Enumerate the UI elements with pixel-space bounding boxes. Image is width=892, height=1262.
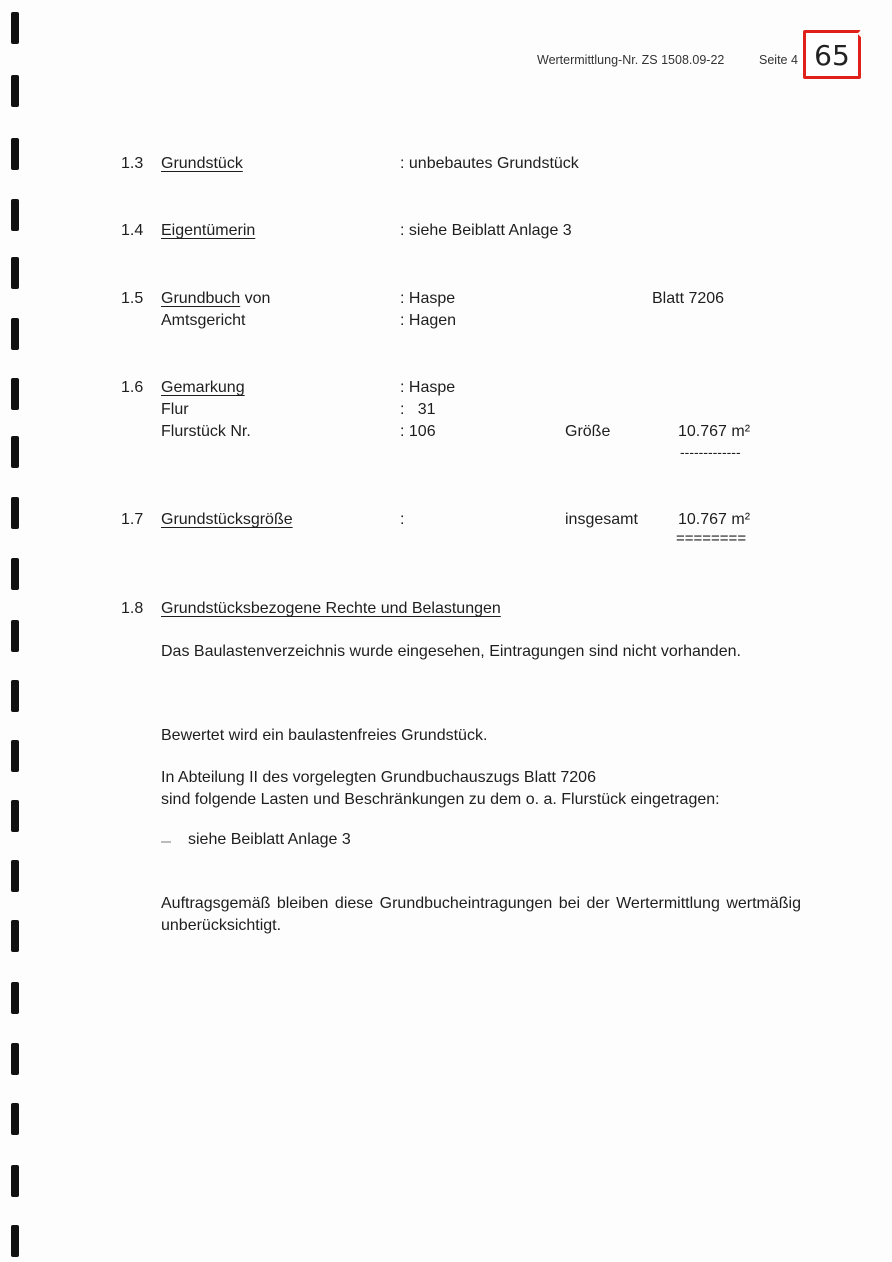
binding-mark xyxy=(11,1103,19,1135)
header-page-number: Seite 4 xyxy=(759,53,798,67)
section-label-grundbuch xyxy=(161,289,270,309)
binding-mark xyxy=(11,75,19,107)
flur-value: : 31 xyxy=(400,401,436,418)
amtsgericht-label: Amtsgericht xyxy=(161,312,246,329)
page-badge-number: 65 xyxy=(814,39,850,72)
binding-mark xyxy=(11,860,19,892)
paragraph-abteilung-line2: sind folgende Lasten und Beschränkungen zu dem o. a. Flurstück eingetragen: xyxy=(161,791,720,808)
section-value: : unbebautes Grundstück xyxy=(400,155,579,172)
binding-strip xyxy=(11,0,25,1262)
section-number: 1.8 xyxy=(121,600,144,617)
section-number: 1.4 xyxy=(121,222,144,239)
section-label-gemarkung: Gemarkung xyxy=(161,379,245,396)
grundbuch-label: Grundbuch xyxy=(161,290,241,307)
binding-mark xyxy=(11,620,19,652)
binding-mark xyxy=(11,800,19,832)
binding-mark xyxy=(11,740,19,772)
groesse-value: 10.767 m² xyxy=(678,423,751,440)
paragraph-bewertet: Bewertet wird ein baulastenfreies Grundstück. xyxy=(161,727,488,744)
insgesamt-value: 10.767 m² xyxy=(678,511,751,528)
section-value: : Haspe xyxy=(400,379,456,396)
section-label-grundstuecksgroesse: Grundstücksgröße xyxy=(161,511,293,528)
binding-mark xyxy=(11,257,19,289)
binding-mark xyxy=(11,318,19,350)
binding-mark xyxy=(11,1165,19,1197)
paragraph-abteilung-line1: In Abteilung II des vorgelegten Grundbuchauszugs Blatt 7206 xyxy=(161,769,596,786)
binding-mark xyxy=(11,436,19,468)
total-double-line: ======== xyxy=(676,530,747,547)
section-value: : Haspe xyxy=(400,290,456,307)
section-label-rechte-belastungen: Grundstücksbezogene Rechte und Belastungen xyxy=(161,600,501,617)
groesse-label: Größe xyxy=(565,423,611,440)
paragraph-baulasten: Das Baulastenverzeichnis wurde eingesehen, Eintragungen sind nicht vorhanden. xyxy=(161,643,741,660)
binding-mark xyxy=(11,920,19,952)
binding-mark xyxy=(11,378,19,410)
section-number: 1.5 xyxy=(121,290,144,307)
insgesamt-label: insgesamt xyxy=(565,511,638,528)
amtsgericht-value: : Hagen xyxy=(400,312,457,329)
paragraph-auftragsgemaess: Auftragsgemäß bleiben diese Grundbucheintragungen bei der Wertermittlung wertmäßig unberücksichtigt. xyxy=(161,895,801,934)
bullet-item: siehe Beiblatt Anlage 3 xyxy=(188,831,351,848)
binding-mark xyxy=(11,497,19,529)
flurstueck-value: : 106 xyxy=(400,423,436,440)
section-number: 1.7 xyxy=(121,511,144,528)
section-label-eigentuemerin: Eigentümerin xyxy=(161,222,256,239)
section-label-grundstueck: Grundstück xyxy=(161,155,243,172)
binding-mark xyxy=(11,558,19,590)
binding-mark xyxy=(11,982,19,1014)
binding-mark xyxy=(11,680,19,712)
binding-mark xyxy=(11,12,19,44)
subtotal-dash-line: ------------- xyxy=(680,444,741,460)
section-number: 1.3 xyxy=(121,155,144,172)
flur-label: Flur xyxy=(161,401,189,418)
header-reference: Wertermittlung-Nr. ZS 1508.09-22 xyxy=(537,53,725,67)
section-number: 1.6 xyxy=(121,379,144,396)
blatt-value: Blatt 7206 xyxy=(652,290,725,307)
dash-bullet-icon xyxy=(161,841,171,843)
section-value: : xyxy=(400,511,405,528)
grundbuch-label-suffix: von xyxy=(244,290,271,307)
binding-mark xyxy=(11,1225,19,1257)
binding-mark xyxy=(11,1043,19,1075)
section-value: : siehe Beiblatt Anlage 3 xyxy=(400,222,572,239)
flurstueck-label: Flurstück Nr. xyxy=(161,423,251,440)
binding-mark xyxy=(11,199,19,231)
binding-mark xyxy=(11,138,19,170)
page-header xyxy=(537,53,798,67)
page-badge xyxy=(803,30,861,79)
